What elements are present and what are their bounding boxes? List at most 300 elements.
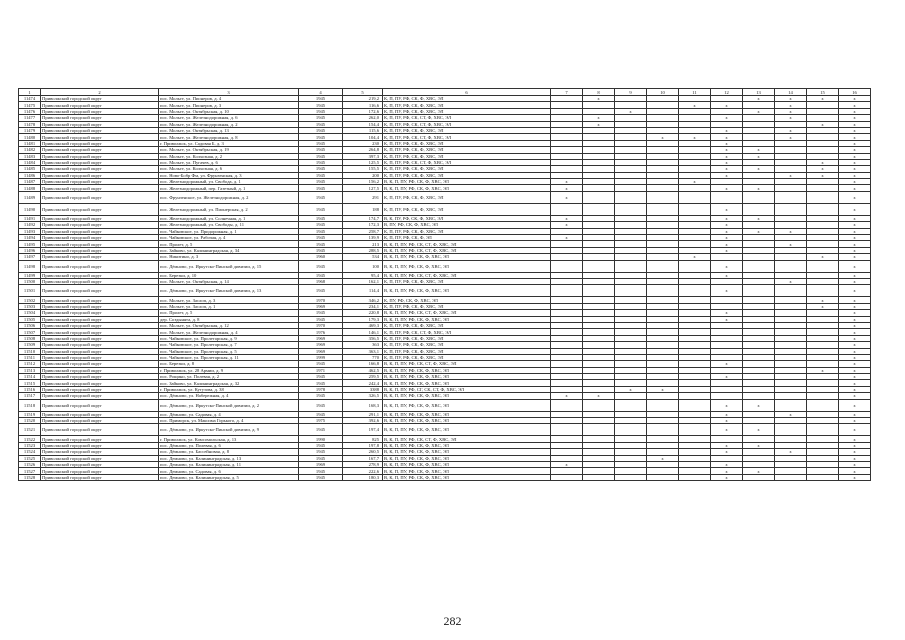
- cell-address: пос. Березки, д. 10: [159, 272, 299, 278]
- cell-area: 168,3: [343, 399, 383, 411]
- cell-id: 11528: [19, 474, 41, 480]
- cell-mark-16: х: [839, 316, 871, 322]
- cell-mark-16: х: [839, 418, 871, 424]
- cell-mark-16: х: [839, 166, 871, 172]
- col-header: 6: [383, 89, 551, 96]
- cell-organization: Приволжский городской округ: [41, 121, 159, 127]
- cell-id: 11509: [19, 342, 41, 348]
- cell-type: К, П, ПУ, РФ, СК, Ф, ХВС, ЭЛ: [383, 108, 551, 114]
- cell-mark-12: х: [711, 247, 743, 253]
- cell-mark-10: [647, 424, 679, 436]
- cell-area: 259,5: [343, 374, 383, 380]
- cell-mark-9: [615, 399, 647, 411]
- cell-mark-8: [583, 203, 615, 215]
- cell-year: 1945: [299, 179, 343, 185]
- cell-address: пос. Дёмново, ул. Полевая, д. 6: [159, 442, 299, 448]
- cell-type: В, К, П, ПУ, РФ, СК, Ф, ХВС, ЭЛ: [383, 474, 551, 480]
- cell-id: 11476: [19, 108, 41, 114]
- cell-organization: Приволжский городской округ: [41, 310, 159, 316]
- cell-mark-16: х: [839, 102, 871, 108]
- cell-address: пос. Чайковское, ул. Пролетарская, д. 9: [159, 335, 299, 341]
- cell-year: 1945: [299, 235, 343, 241]
- cell-type: В, К, П, ПУ, РФ, СК, Ф, ХВС, ЭЛ: [383, 468, 551, 474]
- cell-mark-11: [679, 203, 711, 215]
- cell-mark-16: х: [839, 134, 871, 140]
- cell-organization: Приволжский городской округ: [41, 191, 159, 203]
- cell-organization: Приволжский городской округ: [41, 134, 159, 140]
- cell-organization: Приволжский городской округ: [41, 102, 159, 108]
- cell-year: 1945: [299, 96, 343, 102]
- cell-address: пос. Железнодорожный, ул. Пионерская, д. 2: [159, 203, 299, 215]
- cell-type: К, П, ПУ, РФ, СК, Ф, ХВС, ЭЛ: [383, 278, 551, 284]
- cell-mark-16: х: [839, 179, 871, 185]
- cell-type: В, К, П, ПУ, РФ, СК, СТ, Ф, ХВС, ЭЛ: [383, 272, 551, 278]
- cell-mark-7: х: [551, 185, 583, 191]
- cell-area: 167,7: [343, 455, 383, 461]
- cell-mark-8: [583, 474, 615, 480]
- cell-type: В, К, П, ПУ, РФ, СК, СТ, Ф, ХВС, ЭЛ: [383, 241, 551, 247]
- cell-mark-16: х: [839, 159, 871, 165]
- col-header: 4: [299, 89, 343, 96]
- cell-mark-10: [647, 203, 679, 215]
- cell-organization: Приволжский городской округ: [41, 335, 159, 341]
- col-header: 9: [615, 89, 647, 96]
- cell-id: 11524: [19, 449, 41, 455]
- cell-id: 11523: [19, 442, 41, 448]
- cell-mark-11: х: [679, 134, 711, 140]
- cell-year: 1945: [299, 374, 343, 380]
- cell-organization: Приволжский городской округ: [41, 354, 159, 360]
- cell-mark-14: [775, 285, 807, 297]
- cell-organization: Приволжский городской округ: [41, 380, 159, 386]
- cell-mark-7: х: [551, 179, 583, 185]
- cell-mark-16: х: [839, 235, 871, 241]
- cell-id: 11508: [19, 335, 41, 341]
- cell-mark-16: х: [839, 436, 871, 442]
- cell-mark-13: [743, 285, 775, 297]
- cell-address: пос. Дёмново, ул. Садовая, д. 4: [159, 411, 299, 417]
- cell-mark-16: х: [839, 342, 871, 348]
- cell-area: 258,7: [343, 228, 383, 234]
- cell-mark-8: х: [583, 121, 615, 127]
- cell-mark-14: х: [775, 228, 807, 234]
- cell-id: 11497: [19, 254, 41, 260]
- header-row: [19, 89, 871, 96]
- cell-organization: Приволжский городской округ: [41, 342, 159, 348]
- cell-mark-16: х: [839, 424, 871, 436]
- cell-type: К, П, ПУ, РФ, СК, Ф, ХВС, ЭЛ: [383, 147, 551, 153]
- cell-mark-9: [615, 424, 647, 436]
- cell-area: 115,6: [343, 127, 383, 133]
- cell-mark-13: [743, 191, 775, 203]
- cell-address: пос. Демново, ул. Калининградская, д. 5: [159, 474, 299, 480]
- page-number: 282: [443, 614, 462, 628]
- cell-address: пос. Чайковское, ул. Пролетарская, д. 11: [159, 354, 299, 360]
- cell-organization: Приволжский городской округ: [41, 147, 159, 153]
- cell-mark-16: х: [839, 354, 871, 360]
- cell-mark-15: [807, 203, 839, 215]
- cell-area: 222,6: [343, 468, 383, 474]
- cell-type: В, К, П, ПУ, РФ, СК, Ф, ХВС, ЭЛ: [383, 455, 551, 461]
- cell-year: 1945: [299, 272, 343, 278]
- cell-year: 1945: [299, 468, 343, 474]
- cell-mark-9: [615, 191, 647, 203]
- cell-organization: Приволжский городской округ: [41, 393, 159, 399]
- cell-organization: Приволжский городской округ: [41, 468, 159, 474]
- cell-address: пос. Железнодорожный, ул. Свобода, д. 1: [159, 179, 299, 185]
- cell-mark-12: х: [711, 127, 743, 133]
- cell-address: г. Приволжск, ул. Садовая Б, д. 3: [159, 140, 299, 146]
- cell-mark-16: х: [839, 260, 871, 272]
- cell-year: 1969: [299, 342, 343, 348]
- cell-mark-16: х: [839, 455, 871, 461]
- cell-address: пос. Железнодорожный, ул. Свободы, д. 11: [159, 222, 299, 228]
- cell-mark-16: х: [839, 185, 871, 191]
- cell-type: К, П, ПУ, РФ, СК, СТ, Ф, ХВС, ЭЛ: [383, 329, 551, 335]
- cell-mark-15: [807, 474, 839, 480]
- cell-type: К, П, ПУ, РФ, СК, Ф, ХВС, ЭЛ: [383, 335, 551, 341]
- cell-mark-10: [647, 399, 679, 411]
- cell-type: К, П, ПУ, РФ, СК, Ф, ХВС, ЭЛ: [383, 102, 551, 108]
- cell-mark-16: х: [839, 147, 871, 153]
- cell-year: 1945: [299, 134, 343, 140]
- cell-year: 1969: [299, 335, 343, 341]
- cell-mark-15: х: [807, 297, 839, 303]
- cell-mark-14: [775, 191, 807, 203]
- cell-address: пос. Мольге, ул. Октябрьская, д. 19: [159, 147, 299, 153]
- cell-mark-13: х: [743, 442, 775, 448]
- cell-mark-16: х: [839, 303, 871, 309]
- cell-organization: Приволжский городской округ: [41, 285, 159, 297]
- cell-type: К, П, ПУ, РФ, СК, СТ, Ф, ХВС, ЭЛ: [383, 134, 551, 140]
- cell-mark-7: х: [551, 191, 583, 203]
- cell-organization: Приволжский городской округ: [41, 166, 159, 172]
- cell-address: пос. Чайковское, ул. Рабочая, д. 4: [159, 235, 299, 241]
- cell-year: 1970: [299, 297, 343, 303]
- cell-mark-10: [647, 285, 679, 297]
- cell-id: 11496: [19, 247, 41, 253]
- cell-mark-11: [679, 424, 711, 436]
- cell-mark-12: х: [711, 442, 743, 448]
- cell-year: 1999: [299, 354, 343, 360]
- cell-address: пос. Зайково, ул. Калининградская, д. 34: [159, 247, 299, 253]
- cell-type: К, П, ПУ, РФ, СК, Ф, ХВС, ЭЛ: [383, 172, 551, 178]
- cell-id: 11526: [19, 461, 41, 467]
- cell-organization: Приволжский городской округ: [41, 153, 159, 159]
- cell-id: 11512: [19, 361, 41, 367]
- cell-address: пос. Березки, д. 8: [159, 361, 299, 367]
- cell-year: 1945: [299, 166, 343, 172]
- cell-id: 11527: [19, 468, 41, 474]
- cell-mark-15: [807, 260, 839, 272]
- cell-id: 11483: [19, 153, 41, 159]
- cell-mark-14: х: [775, 115, 807, 121]
- cell-mark-14: [775, 424, 807, 436]
- cell-address: пос. Мольге, ул. Октябрьская, д. 10: [159, 108, 299, 114]
- cell-area: 127,5: [343, 185, 383, 191]
- cell-mark-11: [679, 191, 711, 203]
- cell-id: 11510: [19, 348, 41, 354]
- cell-area: 188: [343, 203, 383, 215]
- cell-id: 11525: [19, 455, 41, 461]
- cell-mark-16: х: [839, 285, 871, 297]
- cell-type: К, П, ПУ, РФ, СК, Ф, ХВС, ЭЛ: [383, 342, 551, 348]
- cell-area: 156,2: [343, 179, 383, 185]
- cell-mark-16: х: [839, 96, 871, 102]
- cell-type: В, К, П, ПУ, РФ, СК, Ф, ХВС, ЭЛ: [383, 380, 551, 386]
- cell-mark-7: [551, 424, 583, 436]
- cell-id: 11479: [19, 127, 41, 133]
- cell-mark-16: х: [839, 215, 871, 221]
- cell-id: 11477: [19, 115, 41, 121]
- cell-mark-14: х: [775, 449, 807, 455]
- cell-type: К, ПУ, РФ, СК, Ф, ХВС, ЭЛ: [383, 297, 551, 303]
- cell-id: 11488: [19, 185, 41, 191]
- cell-id: 11478: [19, 121, 41, 127]
- cell-year: 1969: [299, 348, 343, 354]
- cell-organization: Приволжский городской округ: [41, 329, 159, 335]
- cell-area: 260,5: [343, 449, 383, 455]
- cell-type: К, П, ПУ, РФ, СК, Ф, ХВС, ЭЛ: [383, 322, 551, 328]
- cell-year: 1945: [299, 115, 343, 121]
- cell-area: 200: [343, 172, 383, 178]
- cell-mark-12: х: [711, 374, 743, 380]
- cell-area: 3388: [343, 386, 383, 392]
- cell-organization: Приволжский городской округ: [41, 185, 159, 191]
- cell-mark-14: х: [775, 172, 807, 178]
- cell-type: В, К, П, ПУ, РФ, СК, Ф, ХВС, ЭЛ: [383, 461, 551, 467]
- cell-year: 1945: [299, 285, 343, 297]
- cell-organization: Приволжский городской округ: [41, 449, 159, 455]
- cell-id: 11500: [19, 278, 41, 284]
- cell-organization: Приволжский городской округ: [41, 172, 159, 178]
- cell-type: В, К, П, ПУ, РФ, СК, СТ, Ф, ХВС, ЭЛ: [383, 361, 551, 367]
- cell-mark-15: х: [807, 303, 839, 309]
- cell-area: 326,5: [343, 393, 383, 399]
- cell-type: К, П, ПУ, РФ, СК, Ф, ХВС, ЭЛ: [383, 303, 551, 309]
- cell-year: 1945: [299, 159, 343, 165]
- cell-area: 363: [343, 342, 383, 348]
- cell-address: пос. Мольге, ул. Колхозная, д. 2: [159, 153, 299, 159]
- cell-id: 11503: [19, 303, 41, 309]
- cell-type: К, П, ПУ, РФ, СК, Ф, ХВС, ЭЛ: [383, 166, 551, 172]
- cell-type: В, К, П, ПУ, РФ, СК, Ф, ХВС, ЭЛ: [383, 316, 551, 322]
- cell-area: 172,6: [343, 108, 383, 114]
- cell-mark-11: х: [679, 179, 711, 185]
- cell-mark-16: х: [839, 329, 871, 335]
- cell-mark-7: х: [551, 235, 583, 241]
- cell-mark-12: х: [711, 172, 743, 178]
- cell-mark-9: х: [615, 108, 647, 114]
- cell-mark-16: х: [839, 348, 871, 354]
- cell-year: 1990: [299, 436, 343, 442]
- cell-address: пос. Фрунзенское, ул. Железнодорожная, д. 2: [159, 191, 299, 203]
- cell-mark-12: х: [711, 140, 743, 146]
- cell-mark-8: [583, 260, 615, 272]
- cell-address: пос. Мольге, ул. Октябрьская, д. 13: [159, 127, 299, 133]
- cell-area: 363,1: [343, 348, 383, 354]
- cell-id: 11499: [19, 272, 41, 278]
- cell-mark-7: х: [551, 222, 583, 228]
- cell-year: 1945: [299, 185, 343, 191]
- cell-mark-7: [551, 203, 583, 215]
- cell-id: 11493: [19, 228, 41, 234]
- table-row: [19, 285, 871, 297]
- cell-year: 1960: [299, 254, 343, 260]
- cell-year: 1945: [299, 247, 343, 253]
- cell-type: В, К, П, ПУ, РФ, СК, СТ, Ф, ХВС, ЭЛ: [383, 247, 551, 253]
- cell-type: В, К, П, ПУ, РФ, СК, Ф, ХВС, ЭЛ: [383, 185, 551, 191]
- cell-organization: Приволжский городской округ: [41, 260, 159, 272]
- col-header: 8: [583, 89, 615, 96]
- cell-organization: Приволжский городской округ: [41, 348, 159, 354]
- cell-area: 264,8: [343, 147, 383, 153]
- cell-mark-14: [775, 203, 807, 215]
- cell-year: 1969: [299, 303, 343, 309]
- cell-mark-16: х: [839, 380, 871, 386]
- cell-id: 11504: [19, 310, 41, 316]
- cell-address: пос. Дёмново, ул. Иркутско-Пинской дивизии, д. 15: [159, 260, 299, 272]
- col-header: 3: [159, 89, 299, 96]
- cell-type: К, П, ПУ, РФ, СК, СТ, Ф, ХВС, ЭЛ: [383, 159, 551, 165]
- cell-mark-14: [775, 399, 807, 411]
- cell-area: 262,0: [343, 115, 383, 121]
- cell-area: 100: [343, 260, 383, 272]
- col-header: 2: [41, 89, 159, 96]
- cell-mark-16: х: [839, 191, 871, 203]
- cell-year: 1945: [299, 449, 343, 455]
- cell-type: В, К, П, ПУ, РФ, СК, Ф, ХВС, ЭЛ: [383, 449, 551, 455]
- cell-id: 11498: [19, 260, 41, 272]
- cell-year: 1945: [299, 411, 343, 417]
- cell-mark-16: х: [839, 241, 871, 247]
- cell-mark-10: х: [647, 386, 679, 392]
- cell-mark-11: [679, 399, 711, 411]
- cell-year: 1945: [299, 215, 343, 221]
- cell-organization: Приволжский городской округ: [41, 115, 159, 121]
- cell-type: В, К, П, ПУ, РФ, СК, Ф, ХВС, ЭЛ: [383, 367, 551, 373]
- cell-area: 291: [343, 191, 383, 203]
- cell-mark-12: х: [711, 424, 743, 436]
- cell-area: 288,5: [343, 247, 383, 253]
- cell-mark-14: [775, 474, 807, 480]
- cell-mark-12: х: [711, 235, 743, 241]
- cell-area: 392,6: [343, 418, 383, 424]
- cell-type: В, К, П, ПУ, РФ, СК, Ф, ХВС, ЭЛ: [383, 411, 551, 417]
- cell-mark-16: х: [839, 108, 871, 114]
- cell-mark-13: х: [743, 147, 775, 153]
- col-header: 13: [743, 89, 775, 96]
- cell-type: В, ПУ, РФ, СК, Ф, ХВС, ЭЛ: [383, 222, 551, 228]
- cell-mark-9: [615, 203, 647, 215]
- cell-mark-13: х: [743, 153, 775, 159]
- cell-mark-7: х: [551, 461, 583, 467]
- cell-address: пос. Приморск, ул. Максима Горького, д. 4: [159, 418, 299, 424]
- cell-id: 11514: [19, 374, 41, 380]
- cell-mark-7: [551, 285, 583, 297]
- cell-mark-12: х: [711, 468, 743, 474]
- col-header: 5: [343, 89, 383, 96]
- col-header: 1: [19, 89, 41, 96]
- cell-address: пос. Зайково, ул. Калининградская, д. 32: [159, 380, 299, 386]
- cell-address: пос. Демново, ул. Калининградская, д. 13: [159, 455, 299, 461]
- cell-type: К, П, ПУ, РФ, СК, Ф, ХВС, ЭЛ: [383, 153, 551, 159]
- cell-id: 11517: [19, 393, 41, 399]
- cell-type: В, К, П, ПУ, РФ, СК, Ф, ХВС, ЭЛ: [383, 418, 551, 424]
- cell-organization: Приволжский городской округ: [41, 442, 159, 448]
- cell-organization: Приволжский городской округ: [41, 474, 159, 480]
- cell-mark-12: х: [711, 449, 743, 455]
- cell-mark-16: х: [839, 468, 871, 474]
- cell-year: 1945: [299, 399, 343, 411]
- cell-year: 1945: [299, 121, 343, 127]
- cell-year: 1945: [299, 102, 343, 108]
- cell-mark-14: х: [775, 241, 807, 247]
- cell-mark-12: х: [711, 272, 743, 278]
- cell-organization: Приволжский городской округ: [41, 297, 159, 303]
- cell-year: 1945: [299, 222, 343, 228]
- cell-mark-16: х: [839, 272, 871, 278]
- cell-area: 146,1: [343, 329, 383, 335]
- cell-address: пос. Пролет, д. 5: [159, 310, 299, 316]
- cell-area: 179,3: [343, 316, 383, 322]
- cell-address: пос. Мольге, ул. Заслоп, д. 1: [159, 303, 299, 309]
- cell-mark-15: х: [807, 159, 839, 165]
- cell-area: 825: [343, 436, 383, 442]
- cell-id: 11522: [19, 436, 41, 442]
- cell-id: 11482: [19, 147, 41, 153]
- col-header: 12: [711, 89, 743, 96]
- cell-year: 1945: [299, 147, 343, 153]
- cell-mark-9: [615, 474, 647, 480]
- cell-mark-16: х: [839, 367, 871, 373]
- cell-mark-10: х: [647, 455, 679, 461]
- table-row: [19, 191, 871, 203]
- cell-organization: Приволжский городской округ: [41, 361, 159, 367]
- cell-mark-13: х: [743, 96, 775, 102]
- col-header: 10: [647, 89, 679, 96]
- cell-mark-9: [615, 285, 647, 297]
- cell-area: 278,9: [343, 461, 383, 467]
- cell-id: 11491: [19, 215, 41, 221]
- cell-mark-12: х: [711, 159, 743, 165]
- cell-year: 1969: [299, 461, 343, 467]
- cell-mark-12: х: [711, 285, 743, 297]
- cell-mark-12: х: [711, 361, 743, 367]
- cell-mark-8: [583, 285, 615, 297]
- cell-type: В, К, ПУ, РФ, СК, Ф, ХВС, ЭЛ: [383, 215, 551, 221]
- cell-mark-15: х: [807, 367, 839, 373]
- cell-id: 11481: [19, 140, 41, 146]
- cell-year: 1945: [299, 361, 343, 367]
- table-row: [19, 424, 871, 436]
- cell-id: 11511: [19, 354, 41, 360]
- cell-area: 534: [343, 254, 383, 260]
- cell-id: 11521: [19, 424, 41, 436]
- cell-mark-7: [551, 260, 583, 272]
- cell-mark-16: х: [839, 153, 871, 159]
- cell-area: 197,8: [343, 442, 383, 448]
- cell-id: 11490: [19, 203, 41, 215]
- cell-mark-12: х: [711, 411, 743, 417]
- cell-mark-12: х: [711, 316, 743, 322]
- cell-mark-14: х: [775, 96, 807, 102]
- cell-mark-15: х: [807, 121, 839, 127]
- cell-id: 11513: [19, 367, 41, 373]
- cell-organization: Приволжский городской округ: [41, 228, 159, 234]
- cell-mark-14: х: [775, 108, 807, 114]
- cell-mark-14: х: [775, 102, 807, 108]
